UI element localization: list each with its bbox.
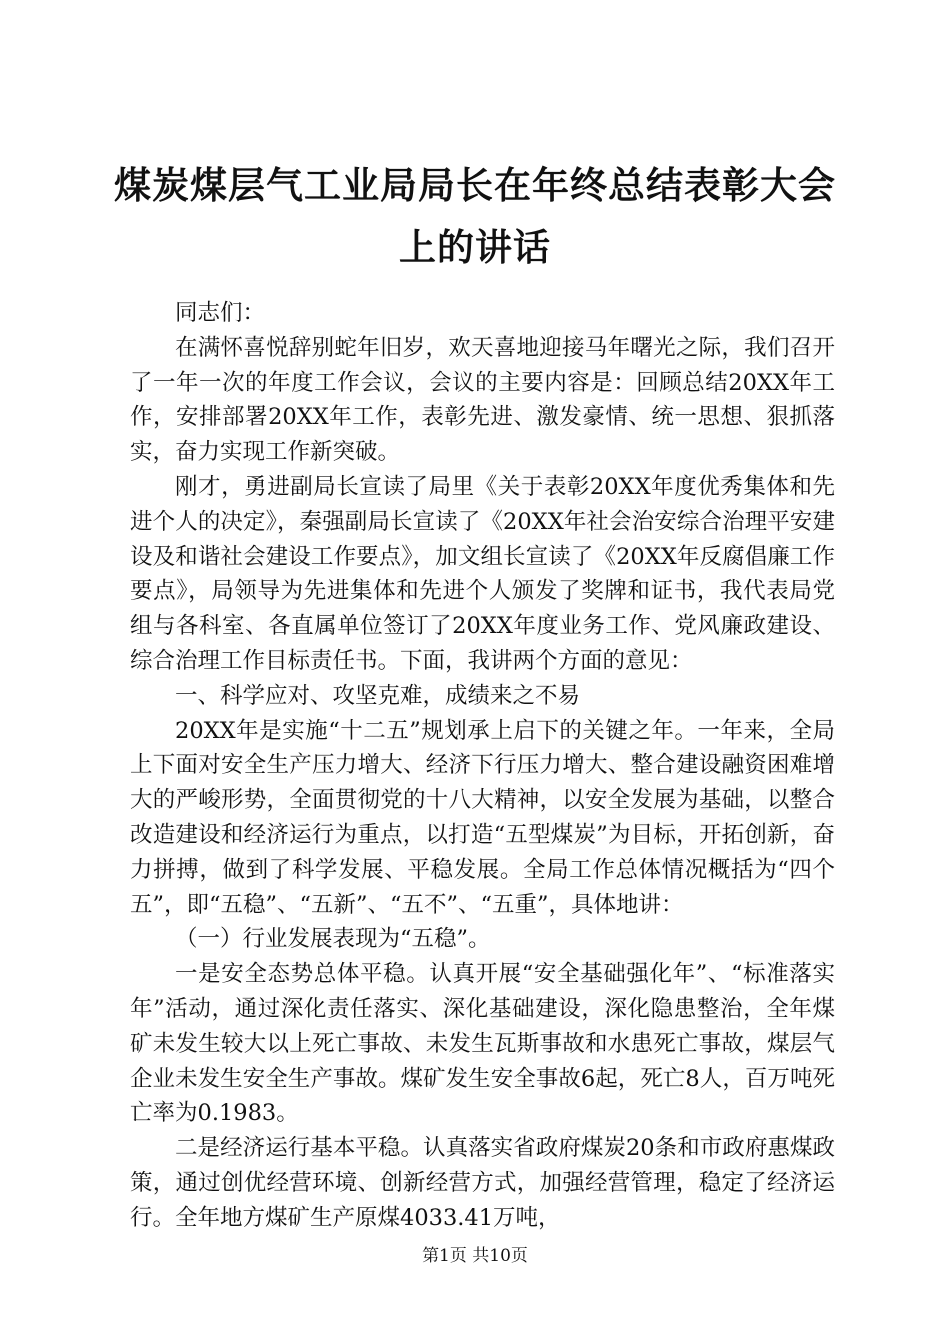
paragraph: 20XX年是实施“十二五”规划承上启下的关键之年。一年来，全局上下面对安全生产压力增大、经济下行压力增大、整合建设融资困难增大的严峻形势，全面贯彻党的十八大精神，以安全发展为基础，以整合改造建设和经济运行为重点，以打造“五型煤炭”为目标，开拓创新，奋力拼搏，做到了科学发展、平稳发展。全局工作总体情况概括为“四个五”，即“五稳”、“五新”、“五不”、“五重”，具体地讲： bbox=[130, 717, 835, 918]
paragraph: 二是经济运行基本平稳。认真落实省政府煤炭20条和市政府惠煤政策，通过创优经营环境、创新经营方式，加强经营管理，稳定了经济运行。全年地方煤矿生产原煤4033.41万吨， bbox=[130, 1135, 835, 1231]
page-footer: 第1页 共10页 bbox=[422, 1246, 528, 1266]
salutation: 同志们： bbox=[175, 300, 266, 326]
paragraph: 在满怀喜悦辞别蛇年旧岁，欢天喜地迎接马年曙光之际，我们召开了一年一次的年度工作会议，会议的主要内容是：回顾总结20XX年工作，安排部署20XX年工作，表彰先进、激发豪情、统一思想、狠抓落实，奋力实现工作新突破。 bbox=[130, 334, 835, 466]
section-heading: 一、科学应对、攻坚克难，成绩来之不易 bbox=[175, 682, 581, 709]
paragraph: 刚才，勇进副局长宣读了局里《关于表彰20XX年度优秀集体和先进个人的决定》，秦强副局长宣读了《20XX年社会治安综合治理平安建设及和谐社会建设工作要点》，加文组长宣读了《20XX年反腐倡廉工作要点》，局领导为先进集体和先进个人颁发了奖牌和证书，我代表局党组与各科室、各直属单位签订了20XX年度业务工作、党风廉政建设、综合治理工作目标责任书。下面，我讲两个方面的意见： bbox=[130, 473, 835, 674]
subsection-heading: （一）行业发展表现为“五稳”。 bbox=[175, 926, 491, 953]
document-title: 煤炭煤层气工业局局长在年终总结表彰大会上的讲话 bbox=[114, 164, 836, 269]
document-body bbox=[130, 296, 835, 1236]
paragraph: 一是安全态势总体平稳。认真开展“安全基础强化年”、“标准落实年”活动，通过深化责任落实、深化基础建设，深化隐患整治，全年煤矿未发生较大以上死亡事故、未发生瓦斯事故和水患死亡事故，煤层气企业未发生安全生产事故。煤矿发生安全事故6起，死亡8人，百万吨死亡率为0.1983。 bbox=[130, 961, 835, 1127]
